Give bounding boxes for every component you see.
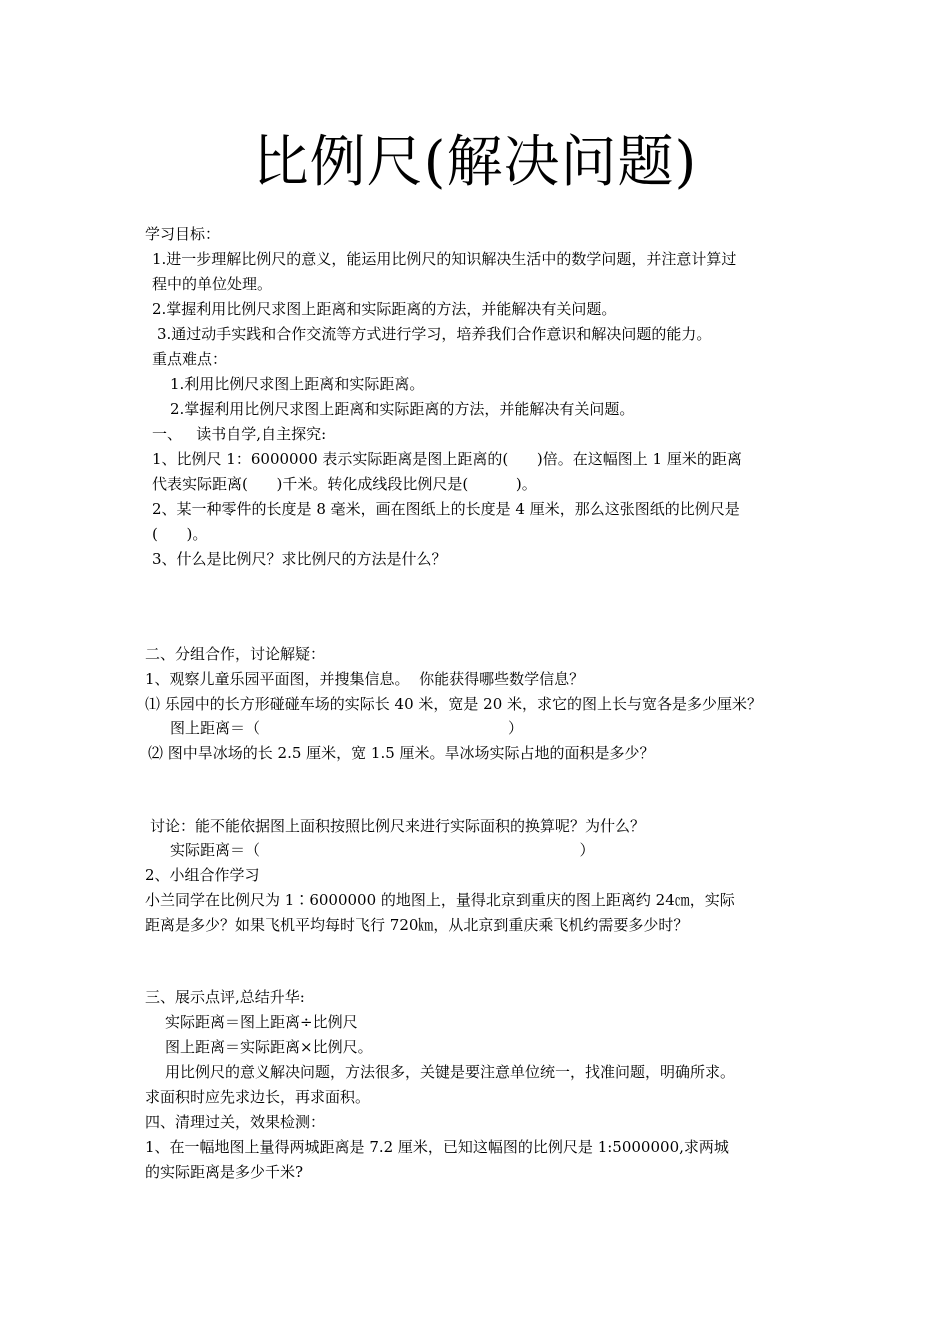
question-line: ⑵ 图中旱冰场的长 2.5 厘米，宽 1.5 厘米。旱冰场实际占地的面积是多少？ bbox=[148, 744, 655, 762]
summary-line: 求面积时应先求边长，再求面积。 bbox=[145, 1088, 371, 1106]
question-line: 1、比例尺 1：6000000 表示实际距离是图上距离的( )倍。在这幅图上 1 厘米的距离 bbox=[152, 450, 742, 468]
section-heading-check: 四、清理过关，效果检测： bbox=[145, 1113, 326, 1131]
exercise-line: 1、在一幅地图上量得两城距离是 7.2 厘米，已知这幅图的比例尺是 1:5000000,求两城 bbox=[145, 1138, 729, 1156]
objective-line: 1.进一步理解比例尺的意义，能运用比例尺的知识解决生活中的数学问题，并注意计算过 bbox=[152, 250, 737, 268]
section-heading-keypoints: 重点难点： bbox=[152, 350, 228, 368]
problem-line: 小兰同学在比例尺为 1∶6000000 的地图上，量得北京到重庆的图上距离约 24㎝，实际 bbox=[145, 891, 735, 909]
keypoint-line: 1.利用比例尺求图上距离和实际距离。 bbox=[170, 375, 425, 393]
question-line: 3、什么是比例尺？求比例尺的方法是什么？ bbox=[152, 550, 447, 568]
section-heading-group-work: 二、分组合作，讨论解疑： bbox=[145, 645, 326, 663]
objective-line: 2.掌握利用比例尺求图上距离和实际距离的方法，并能解决有关问题。 bbox=[152, 300, 617, 318]
exercise-line: 的实际距离是多少千米? bbox=[145, 1163, 304, 1181]
question-line: 2、某一种零件的长度是 8 毫米，画在图纸上的长度是 4 厘米，那么这张图纸的比例尺是 bbox=[152, 500, 740, 518]
objective-line: 程中的单位处理。 bbox=[152, 275, 273, 293]
keypoint-line: 2.掌握利用比例尺求图上距离和实际距离的方法，并能解决有关问题。 bbox=[170, 400, 635, 418]
summary-line: 用比例尺的意义解决问题，方法很多，关键是要注意单位统一，找准问题，明确所求。 bbox=[165, 1063, 736, 1081]
section-heading-summary: 三、展示点评,总结升华: bbox=[145, 988, 305, 1006]
formula-line: 实际距离＝图上距离÷比例尺 bbox=[165, 1013, 358, 1031]
section-subheading: 2、小组合作学习 bbox=[145, 866, 260, 884]
formula-blank-line: 图上距离＝（ ） bbox=[170, 719, 523, 737]
question-line: 代表实际距离( )千米。转化成线段比例尺是( )。 bbox=[152, 475, 537, 493]
section-heading-objectives: 学习目标： bbox=[145, 225, 221, 243]
formula-line: 图上距离＝实际距离×比例尺。 bbox=[165, 1038, 373, 1056]
section-heading-self-study: 一、 读书自学,自主探究: bbox=[152, 425, 327, 443]
question-line: 1、观察儿童乐园平面图，并搜集信息。 你能获得哪些数学信息？ bbox=[145, 670, 585, 688]
question-line: ⑴ 乐园中的长方形碰碰车场的实际长 40 米，宽是 20 米，求它的图上长与宽各是多少厘米？ bbox=[145, 695, 763, 713]
question-line: ( )。 bbox=[152, 525, 208, 543]
discussion-line: 讨论：能不能依据图上面积按照比例尺来进行实际面积的换算呢？为什么？ bbox=[150, 817, 646, 835]
problem-line: 距离是多少？如果飞机平均每时飞行 720㎞，从北京到重庆乘飞机约需要多少时？ bbox=[145, 916, 689, 934]
objective-line: 3.通过动手实践和合作交流等方式进行学习，培养我们合作意识和解决问题的能力。 bbox=[157, 325, 712, 343]
document-title: 比例尺(解决问题) bbox=[252, 130, 698, 195]
formula-blank-line: 实际距离＝（ ） bbox=[170, 841, 595, 859]
